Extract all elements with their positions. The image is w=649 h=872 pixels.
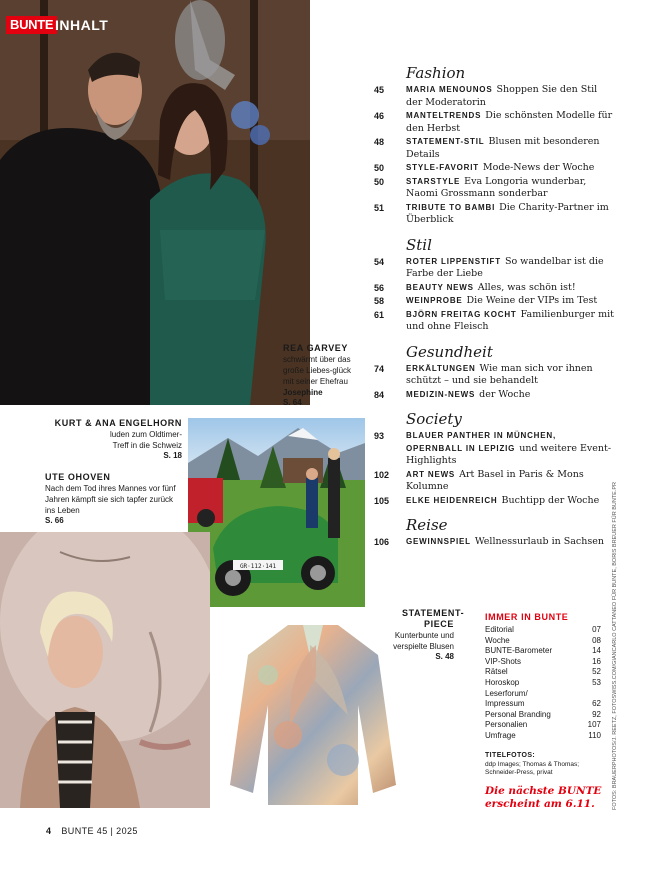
caption-text: Nach dem Tod ihres Mannes vor fünf Jahren kämpft sie sich tapfer zurück ins Leben (45, 484, 176, 515)
section-title: INHALT (55, 17, 109, 33)
caption-page: S. 64 (283, 398, 302, 407)
page-number: 4 (46, 826, 52, 836)
next-issue-note: Die nächste BUNTE erscheint am 6.11. (485, 785, 602, 810)
brand-logo: BUNTE (6, 16, 57, 34)
photo-illustration (188, 418, 365, 607)
toc-section-reise (374, 516, 614, 549)
photo-illustration (0, 532, 210, 808)
immer-in-bunte-box (485, 612, 601, 742)
caption-page: S. 48 (435, 652, 454, 661)
immer-row[interactable]: Horoskop 53 (485, 677, 601, 687)
toc-entry[interactable]: 74 ERKÄLTUNGEN Wie man sich vor ihnen schützt – und sie behandelt (374, 362, 593, 386)
immer-row[interactable]: Impressum 62 (485, 699, 601, 709)
immer-row[interactable]: Personal Branding 92 (485, 709, 601, 719)
titelfotos-credit: TITELFOTOS: ddp Images; Thomas & Thomas; Schneider-Press, privat (485, 752, 580, 776)
caption-ute-ohoven (45, 472, 177, 525)
toc-entry[interactable]: 51 TRIBUTE TO BAMBI Die Charity-Partner im Überblick (374, 201, 609, 225)
toc-section-society (374, 410, 614, 507)
toc-entry[interactable]: 61 BJÖRN FREITAG KOCHT Familienburger mit und ohne Fleisch (374, 308, 614, 332)
caption-page: S. 18 (163, 451, 182, 460)
immer-row[interactable]: Umfrage 110 (485, 730, 601, 740)
toc-category: Reise (406, 516, 448, 534)
toc-section-fashion (374, 64, 614, 227)
toc-entry[interactable]: 50 STARSTYLE Eva Longoria wunderbar, Naomi Grossmann sonderbar (374, 175, 587, 199)
immer-row[interactable]: Leserforum/ (485, 688, 528, 698)
license-plate: GR·112·141 (239, 563, 277, 570)
toc-entry[interactable]: 50 STYLE-FAVORIT Mode-News der Woche (374, 162, 595, 173)
immer-row[interactable]: Personalien 107 (485, 720, 601, 730)
immer-row[interactable]: BUNTE-Barometer 14 (485, 646, 601, 656)
toc-category: Society (406, 410, 462, 428)
toc-category: Fashion (406, 64, 466, 82)
cover-photo-rea-garvey (0, 0, 310, 405)
toc-entry[interactable]: 84 MEDIZIN-NEWS der Woche (374, 388, 531, 400)
toc-entry[interactable]: 105 ELKE HEIDENREICH Buchtipp der Woche (374, 494, 600, 506)
toc-entry[interactable]: 58 WEINPROBE Die Weine der VIPs im Test (374, 295, 598, 306)
caption-text: schwärmt über das große Liebes-glück mit seiner Ehefrau Josephine (283, 355, 352, 397)
ute-ohoven-photo (0, 532, 210, 808)
issue-label: BUNTE 45 | 2025 (61, 826, 138, 836)
caption-kurt-ana (40, 418, 182, 460)
immer-title: IMMER IN BUNTE (485, 612, 569, 622)
caption-text: Kunterbunte und verspielte Blusen (393, 631, 454, 651)
caption-title: STATEMENT-PIECE (402, 608, 465, 629)
toc-section-stil (374, 236, 614, 334)
photo-illustration (228, 615, 398, 811)
toc-category: Stil (406, 235, 432, 254)
toc-entry[interactable]: 106 GEWINNSPIEL Wellnessurlaub in Sachsen (374, 536, 604, 547)
immer-row[interactable]: Editorial 07 (485, 625, 601, 634)
toc-entry[interactable]: 45 MARIA MENOUNOS Shoppen Sie den Stil der Moderatorin (374, 84, 598, 108)
toc-entry[interactable]: 48 STATEMENT-STIL Blusen mit besonderen Details (374, 136, 600, 160)
blouse-photo (228, 615, 398, 811)
toc-entry[interactable]: 56 BEAUTY NEWS Alles, was schön ist! (374, 281, 576, 293)
caption-title: UTE OHOVEN (45, 472, 111, 482)
immer-row[interactable]: VIP-Shots 16 (485, 656, 601, 666)
immer-row[interactable]: Woche 08 (485, 635, 601, 645)
photo-illustration (0, 0, 310, 405)
toc-entry[interactable]: 93 BLAUER PANTHER IN MÜNCHEN, OPERNBALL IN LEPIZIG und weitere Event-Highlights (374, 431, 612, 466)
toc-entry[interactable]: 54 ROTER LIPPENSTIFT So wandelbar ist die Farbe der Liebe (374, 255, 604, 279)
toc-category: Gesundheit (406, 342, 493, 361)
caption-text: luden zum Oldtimer-Treff in die Schweiz (109, 430, 182, 450)
toc-entry[interactable]: 46 MANTELTRENDS Die schönsten Modelle für den Herbst (374, 110, 613, 134)
caption-title: REA GARVEY (283, 343, 349, 353)
toc-section-gesundheit (374, 343, 614, 402)
caption-page: S. 66 (45, 516, 64, 525)
table-of-contents (374, 64, 614, 550)
photo-credits: FOTOS: BRAUERPHOTOS/J. REETZ, FOTOSWISS.COM/GIANCARLO CATTANEO FÜR BUNTE, BORIS BREUER FÜR BUNTE.PR (612, 482, 618, 810)
caption-title: KURT & ANA ENGELHORN (54, 418, 182, 428)
toc-entry[interactable]: 102 ART NEWS Art Basel in Paris & Mons Kolumne (374, 468, 584, 492)
caption-rea-garvey (283, 343, 363, 407)
oldtimer-photo (188, 418, 365, 607)
immer-row[interactable]: Rätsel 52 (485, 667, 601, 677)
page-footer (46, 826, 138, 836)
